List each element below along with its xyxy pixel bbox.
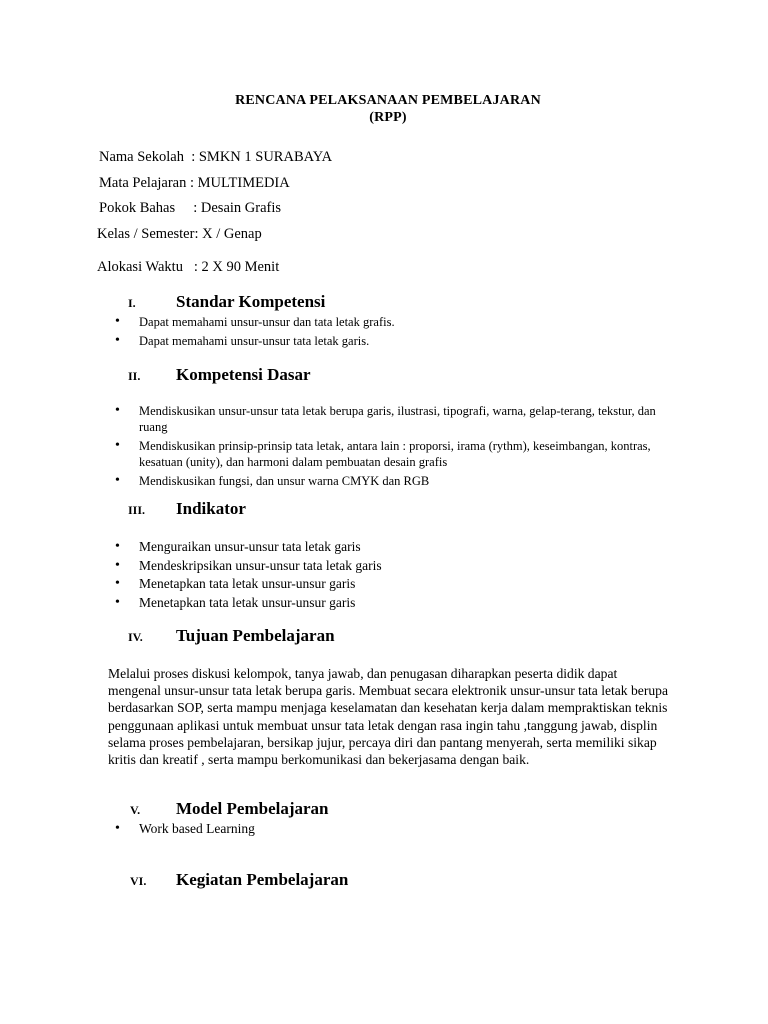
list-item: • Dapat memahami unsur-unsur dan tata letak grafis. [115,314,675,330]
standar-kompetensi-list [115,314,675,352]
section-header-kompetensi-dasar [0,364,768,388]
list-item: • Mendiskusikan fungsi, dan unsur warna CMYK dan RGB [115,473,683,489]
list-item: • Menguraikan unsur-unsur tata letak garis [115,538,675,555]
section-number: II. [128,369,141,383]
section-number: III. [128,503,146,517]
section-number: VI. [130,874,147,888]
section-header-kegiatan-pembelajaran [0,869,768,893]
section-header-tujuan-pembelajaran [0,625,768,649]
list-item: • Mendiskusikan unsur-unsur tata letak berupa garis, ilustrasi, tipografi, warna, gelap-terang, tekstur, dan ruang [115,403,683,435]
list-item: • Mendeskripsikan unsur-unsur tata letak garis [115,557,675,574]
section-title: Kompetensi Dasar [176,365,311,384]
list-item: • Menetapkan tata letak unsur-unsur garis [115,575,675,592]
title-line-2: (RPP) [369,110,407,125]
info-school: Nama Sekolah : SMKN 1 SURABAYA [99,149,333,165]
indikator-list [115,538,675,612]
list-item: • Dapat memahami unsur-unsur tata letak garis. [115,333,675,349]
model-pembelajaran-list [115,820,675,839]
info-time-allocation: Alokasi Waktu : 2 X 90 Menit [97,259,280,275]
list-item: • Menetapkan tata letak unsur-unsur garis [115,594,675,611]
section-number: IV. [128,630,143,644]
info-class-semester: Kelas / Semester: X / Genap [97,226,262,242]
section-title: Tujuan Pembelajaran [176,626,335,645]
info-subject: Mata Pelajaran : MULTIMEDIA [99,175,290,191]
kompetensi-dasar-list [115,403,683,492]
list-item: • Mendiskusikan prinsip-prinsip tata letak, antara lain : proporsi, irama (rythm), keseimbangan, kontras, kesatuan (unity), dan harmoni dalam pembuatan desain grafis [115,438,683,470]
section-title: Kegiatan Pembelajaran [176,870,349,889]
section-number: I. [128,296,136,310]
info-topic: Pokok Bahas : Desain Grafis [99,200,282,216]
title-line-1: RENCANA PELAKSANAAN PEMBELAJARAN [235,93,541,108]
list-item: • Work based Learning [115,820,675,837]
section-title: Indikator [176,499,246,518]
tujuan-pembelajaran-paragraph: Melalui proses diskusi kelompok, tanya jawab, dan penugasan diharapkan peserta didik dapat mengenal unsur-unsur tata letak berupa garis. Membuat secara elektronik unsur-unsur tata letak berupa berdasarkan SOP, serta mampu menjaga keselamatan dan kesehatan kerja dalam mempraktiskan teknis penggunaan aplikasi untuk membuat unsur tata letak dengan rasa ingin tahu ,tanggung jawab, displin selama proses pembelajaran, bersikap jujur, percaya diri dan pantang menyerah, serta memiliki sikap kritis dan kreatif , serta mampu berkomunikasi dan bekerjasama dengan baik. [108,666,668,768]
section-title: Model Pembelajaran [176,799,329,818]
section-header-model-pembelajaran [0,798,768,822]
document-title [0,92,768,126]
section-header-standar-kompetensi [0,291,768,315]
section-header-indikator [0,498,768,522]
section-number: V. [130,803,141,817]
section-title: Standar Kompetensi [176,292,326,311]
